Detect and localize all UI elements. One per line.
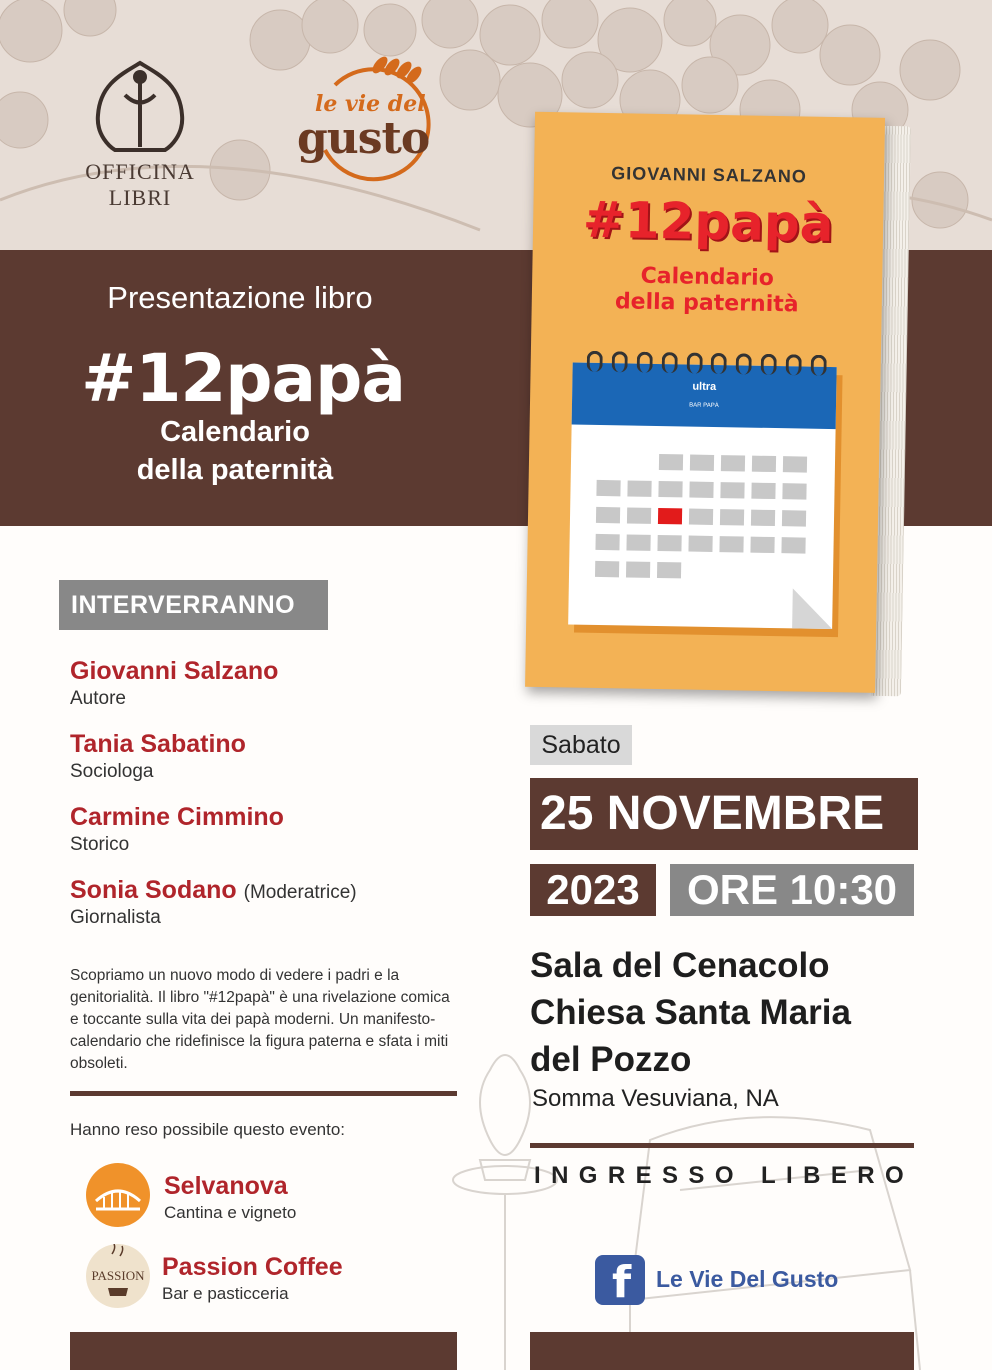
speaker-role: Autore <box>70 688 126 709</box>
calendar-cell <box>751 510 775 526</box>
event-year: 2023 <box>530 864 656 916</box>
footer-bar-right <box>530 1332 914 1370</box>
calendar-cell <box>626 534 650 550</box>
calendar-cell <box>751 483 775 499</box>
calendar-cell <box>627 507 651 523</box>
calendar-brand: ultra <box>692 380 717 394</box>
calendar-cell <box>627 480 651 496</box>
sponsor-sub: Bar e pasticceria <box>162 1284 289 1303</box>
speaker-name: Tania Sabatino <box>70 730 246 758</box>
facebook-icon[interactable]: f <box>595 1255 645 1305</box>
calendar-cell <box>719 536 743 552</box>
sponsor-name: Passion Coffee <box>162 1253 343 1281</box>
book-author: GIOVANNI SALZANO <box>611 163 808 187</box>
pretitle: Presentazione libro <box>107 280 373 315</box>
speaker-item <box>70 657 278 710</box>
subtitle-line2: della paternità <box>136 454 334 486</box>
calendar-cell <box>783 456 807 472</box>
venue-line3: del Pozzo <box>530 1040 692 1079</box>
calendar-cell <box>657 535 681 551</box>
speaker-item <box>70 730 246 783</box>
calendar-illustration <box>568 362 837 629</box>
calendar-cell <box>659 454 683 470</box>
calendar-rings <box>587 351 827 379</box>
divider <box>70 1091 457 1096</box>
sponsor-sub: Cantina e vigneto <box>164 1203 297 1222</box>
page-curl <box>792 588 833 629</box>
speaker-name: Giovanni Salzano <box>70 657 279 685</box>
selvanova-logo <box>86 1163 150 1227</box>
speaker-item <box>70 803 284 856</box>
event-time: ORE 10:30 <box>670 864 914 916</box>
subtitle-line1: Calendario <box>160 416 310 448</box>
calendar-cell <box>595 561 619 577</box>
calendar-cell <box>781 537 805 553</box>
calendar-cell <box>721 455 745 471</box>
calendar-cell <box>596 507 620 523</box>
venue-line1: Sala del Cenacolo <box>530 946 830 985</box>
event-date: 25 NOVEMBRE <box>530 778 918 850</box>
officina-libri-logo <box>60 55 220 210</box>
calendar-cell <box>595 534 619 550</box>
venue-line2: Chiesa Santa Maria <box>530 993 851 1032</box>
logo-text-top: le vie del <box>315 91 426 117</box>
calendar-cell <box>782 510 806 526</box>
event-day: Sabato <box>530 725 632 765</box>
calendar-cell <box>689 482 713 498</box>
calendar-cell <box>720 509 744 525</box>
book-cover <box>525 112 885 693</box>
calendar-cell <box>720 482 744 498</box>
calendar-cell <box>782 483 806 499</box>
sponsor-name: Selvanova <box>164 1172 288 1200</box>
calendar-cell <box>657 562 681 578</box>
calendar-cell <box>688 536 712 552</box>
sponsors-heading: Hanno reso possibile questo evento: <box>70 1120 346 1139</box>
book-subtitle-line1: Calendario <box>640 263 775 291</box>
calendar-cell <box>658 481 682 497</box>
passion-coffee-logo <box>86 1244 150 1308</box>
calendar-cell <box>626 561 650 577</box>
event-venue <box>530 942 930 1083</box>
speaker-role: Sociologa <box>70 761 154 782</box>
officina-libri-label: OFFICINA LIBRI <box>85 159 195 210</box>
figure-logo-icon <box>60 55 220 155</box>
facebook-page-link[interactable]: Le Vie Del Gusto <box>656 1266 839 1292</box>
entry-label: INGRESSO LIBERO <box>534 1162 915 1189</box>
speaker-name: Carmine Cimmino <box>70 803 284 831</box>
speaker-name: Sonia Sodano <box>70 876 237 904</box>
calendar-cell <box>750 537 774 553</box>
svg-text:PASSION: PASSION <box>91 1268 145 1283</box>
calendar-cell <box>658 508 682 524</box>
calendar-brand-sub: BAR PAPÀ <box>689 402 719 410</box>
event-description: Scopriamo un nuovo modo di vedere i padri e la genitorialità. Il libro "#12papà" è una rivelazione comica e toccante sulla vita dei papà moderni. Un manifesto-calendario che ridefinisce la figura paterna e sfata i miti obsoleti. <box>70 967 450 1072</box>
logo-text-bottom: gusto <box>297 113 430 164</box>
speakers-heading: INTERVERRANNO <box>59 580 328 630</box>
coffee-cup-icon <box>86 1244 150 1308</box>
divider <box>530 1143 914 1148</box>
speaker-item <box>70 876 357 929</box>
barrel-icon <box>86 1163 150 1227</box>
book-cover-image <box>525 112 907 698</box>
le-vie-del-gusto-logo <box>295 55 445 190</box>
calendar-cell <box>690 455 714 471</box>
book-title: #12papà <box>582 190 834 254</box>
footer-bar-left <box>70 1332 457 1370</box>
book-subtitle <box>532 262 883 320</box>
speaker-note: (Moderatrice) <box>243 882 357 903</box>
event-city: Somma Vesuviana, NA <box>532 1085 779 1112</box>
speaker-role: Storico <box>70 834 130 855</box>
speaker-role: Giornalista <box>70 907 161 928</box>
main-title: #12papà <box>81 340 405 417</box>
calendar-cell <box>752 456 776 472</box>
calendar-cell <box>596 480 620 496</box>
book-subtitle-line2: della paternità <box>614 289 799 318</box>
calendar-grid <box>597 453 813 457</box>
calendar-cell <box>689 509 713 525</box>
